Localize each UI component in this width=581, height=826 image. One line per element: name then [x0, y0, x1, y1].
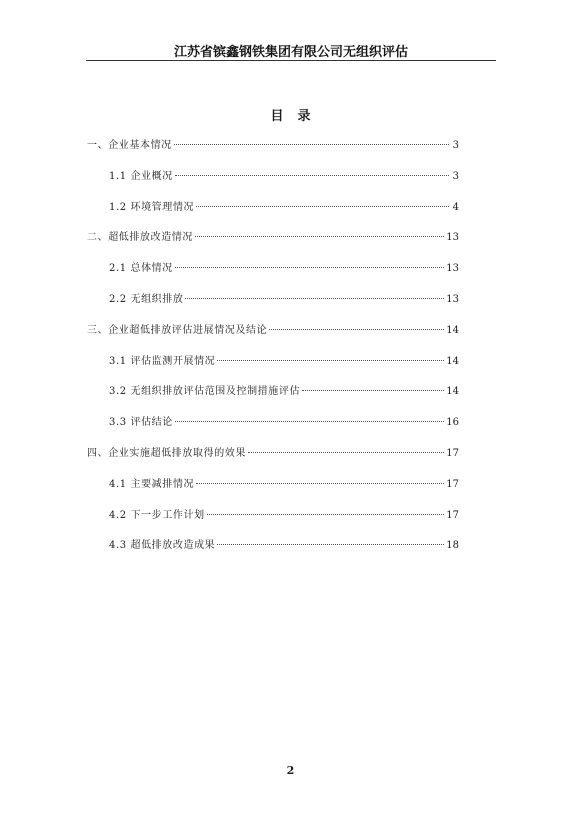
toc-dot-leader — [195, 236, 444, 237]
toc-entry-page: 16 — [446, 417, 459, 428]
toc-entry-label: 3.1 评估监测开展情况 — [109, 356, 216, 367]
toc-dot-leader — [175, 267, 444, 268]
toc-entry-label: 三、企业超低排放评估进展情况及结论 — [87, 325, 268, 336]
toc-entry[interactable] — [109, 539, 459, 553]
toc-entry-label: 二、超低排放改造情况 — [87, 232, 193, 243]
toc-entry-page: 14 — [446, 356, 459, 367]
toc-title-char-1: 目 — [270, 109, 284, 124]
toc-dot-leader — [207, 514, 445, 515]
toc-entry[interactable] — [109, 201, 459, 215]
toc-dot-leader — [174, 144, 449, 145]
toc-entry-page: 13 — [446, 232, 459, 243]
toc-dot-leader — [217, 360, 444, 361]
toc-entry-label: 4.1 主要减排情况 — [109, 479, 195, 490]
toc-entry[interactable] — [87, 447, 459, 461]
toc-dot-leader — [185, 298, 444, 299]
toc-entry-label: 2.1 总体情况 — [109, 263, 173, 274]
toc-entry-label: 2.2 无组织排放 — [109, 294, 184, 305]
toc-dot-leader — [175, 175, 449, 176]
toc-entry-label: 3.3 评估结论 — [109, 417, 173, 428]
toc-entry[interactable] — [109, 262, 459, 276]
toc-entry[interactable] — [109, 170, 459, 184]
toc-title — [0, 105, 581, 124]
toc-entry-page: 3 — [452, 140, 459, 151]
toc-entry-label: 一、企业基本情况 — [87, 140, 172, 151]
toc-entry-page: 3 — [452, 171, 459, 182]
toc-entry[interactable] — [109, 478, 459, 492]
toc-entry[interactable] — [87, 324, 459, 338]
toc-dot-leader — [302, 390, 444, 391]
page-number: 2 — [286, 764, 295, 777]
toc-entry-page: 13 — [446, 294, 459, 305]
page-header-title: 江苏省镔鑫钢铁集团有限公司无组织评估 — [173, 45, 408, 60]
toc-entry-label: 1.1 企业概况 — [109, 171, 173, 182]
toc-entry[interactable] — [109, 293, 459, 307]
toc-dot-leader — [248, 452, 444, 453]
toc-entry-label: 1.2 环境管理情况 — [109, 202, 195, 213]
toc-entry-page: 17 — [446, 448, 459, 459]
toc-dot-leader — [196, 483, 444, 484]
toc-entry-page: 18 — [446, 540, 459, 551]
toc-entry-page: 17 — [446, 479, 459, 490]
toc-entry-label: 四、企业实施超低排放取得的效果 — [87, 448, 246, 459]
toc-entry-label: 4.2 下一步工作计划 — [109, 510, 205, 521]
toc-entry[interactable] — [87, 231, 459, 245]
toc-entry-label: 3.2 无组织排放评估范围及控制措施评估 — [109, 386, 301, 397]
toc-entry-page: 14 — [446, 386, 459, 397]
toc-dot-leader — [196, 206, 449, 207]
toc-title-char-2: 录 — [297, 109, 311, 124]
toc-entry[interactable] — [109, 355, 459, 369]
toc-entry-page: 17 — [446, 510, 459, 521]
toc-entry[interactable] — [109, 509, 459, 523]
toc-dot-leader — [269, 329, 444, 330]
toc-entry-label: 4.3 超低排放改造成果 — [109, 540, 216, 551]
toc-dot-leader — [175, 421, 444, 422]
toc-entry-page: 14 — [446, 325, 459, 336]
toc-entry[interactable] — [87, 139, 459, 153]
toc-entry[interactable] — [109, 416, 459, 430]
toc-entry[interactable] — [109, 385, 459, 399]
toc-entry-page: 4 — [452, 202, 459, 213]
toc-entry-page: 13 — [446, 263, 459, 274]
toc-dot-leader — [217, 544, 444, 545]
header-divider — [86, 60, 496, 61]
